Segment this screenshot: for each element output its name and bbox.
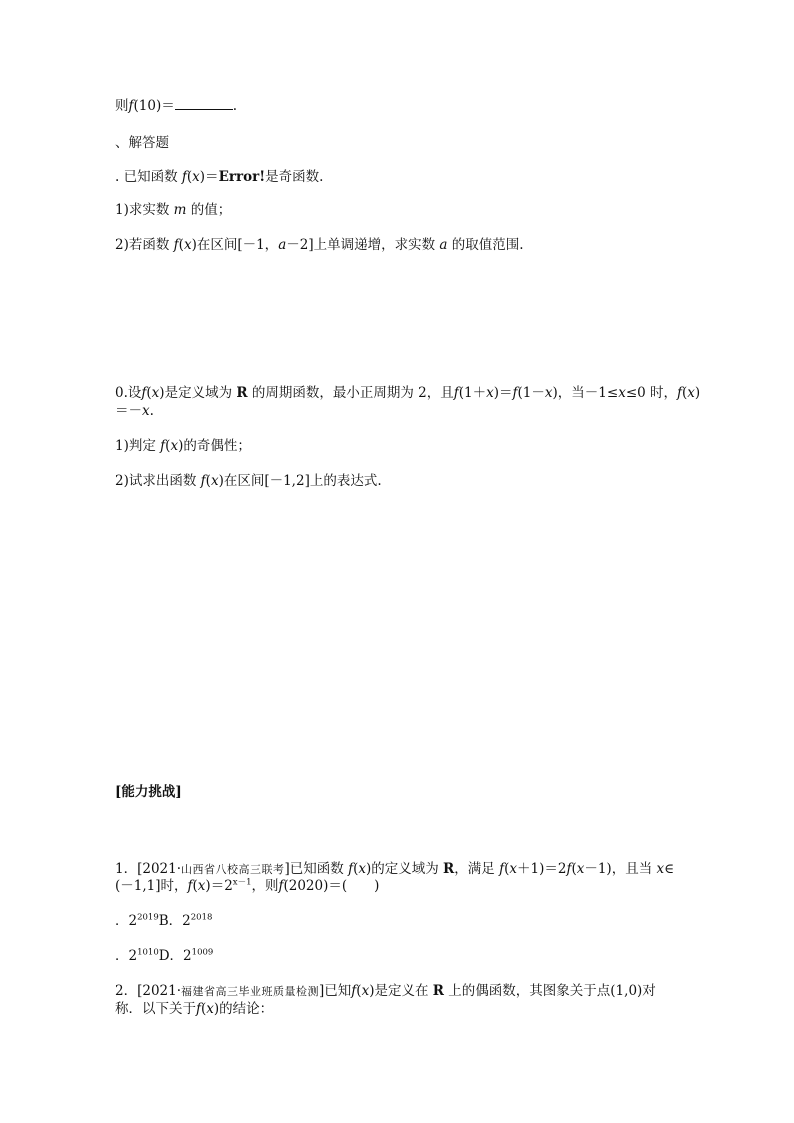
- question-periodic-part-1: 1)判定 f(x)的奇偶性；: [115, 438, 251, 454]
- question-periodic-function-cont: ＝－x.: [115, 403, 154, 419]
- section-heading: 、解答题: [115, 135, 169, 151]
- question-odd-part-1: 1)求实数 m 的值；: [115, 202, 232, 218]
- question-odd-function: . 已知函数 f(x)＝Error!是奇函数.: [115, 169, 324, 185]
- problem-1-options-cd: ．$2^{1010}D$．$2^{1009}$: [115, 947, 214, 964]
- problem-2-cont: 称．以下关于f(x)的结论：: [115, 1001, 274, 1017]
- question-periodic-part-2: 2)试求出函数 f(x)在区间[－1,2]上的表达式.: [115, 473, 382, 489]
- answer-blank[interactable]: [175, 97, 233, 110]
- problem-1-cont: (－1,1]时，$f(x)=2^{x-1}$，则f(2020)＝( ): [115, 877, 380, 894]
- problem-1: 1．[2021·山西省八校高三联考]已知函数 f(x)的定义域为 R，满足 f(x＋1)＝2f(x－1)，且当 x∈: [115, 861, 675, 877]
- problem-1-options-ab: ．$2^{2019}B$．$2^{2018}$: [115, 912, 213, 929]
- question-odd-part-2: 2)若函数 f(x)在区间[－1，a－2]上单调递增，求实数 a 的取值范围.: [115, 237, 524, 253]
- question-periodic-function: 0.设f(x)是定义域为 R 的周期函数，最小正周期为 2，且f(1＋x)＝f(1－x)，当－1≤x≤0 时，f(x): [115, 385, 701, 401]
- fill-blank-line: 则f(10)＝ .: [115, 98, 238, 114]
- challenge-heading: [能力挑战]: [115, 784, 182, 800]
- problem-2: 2．[2021·福建省高三毕业班质量检测]已知f(x)是定义在 R 上的偶函数，其图象关于点(1,0)对: [115, 983, 656, 999]
